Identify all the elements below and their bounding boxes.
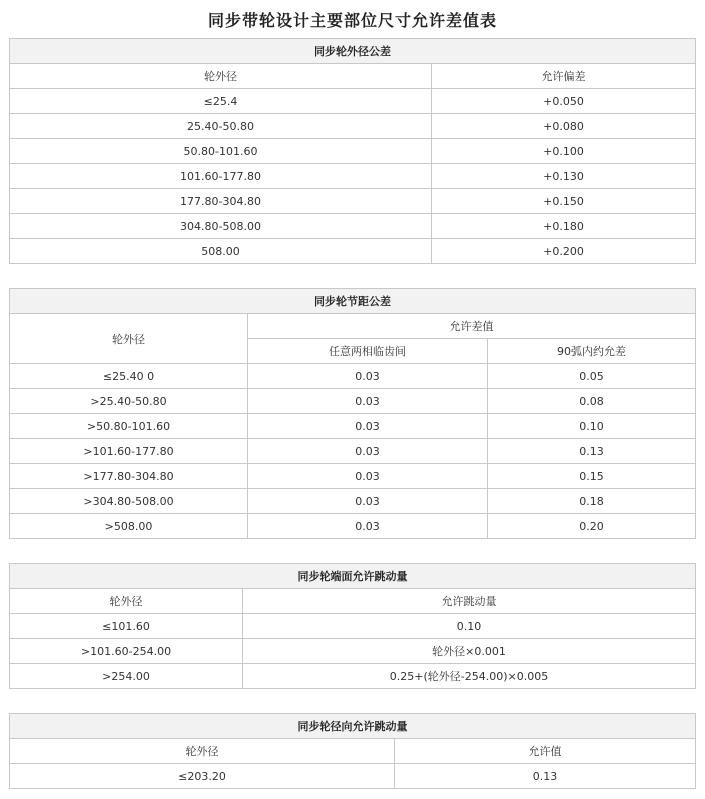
table-cell: 0.03 <box>248 364 488 389</box>
table-row <box>10 639 696 664</box>
column-header: 允许值 <box>395 739 696 764</box>
table-caption-row <box>10 564 696 589</box>
column-header: 任意两相临齿间 <box>248 339 488 364</box>
table-row <box>10 489 696 514</box>
table-cell: >304.80-508.00 <box>10 489 248 514</box>
table-cell: 0.13 <box>395 764 696 789</box>
table-caption: 同步轮节距公差 <box>10 289 696 314</box>
table-cell: ≤203.20 <box>10 764 395 789</box>
table-cell: +0.200 <box>432 239 696 264</box>
table-cell: +0.130 <box>432 164 696 189</box>
table-cell: 0.03 <box>248 414 488 439</box>
table-cell: >50.80-101.60 <box>10 414 248 439</box>
table-cell: ≤25.40 0 <box>10 364 248 389</box>
column-header: 轮外径 <box>10 589 243 614</box>
column-group-header: 允许差值 <box>248 314 696 339</box>
table-cell: +0.080 <box>432 114 696 139</box>
column-header: 轮外径 <box>10 739 395 764</box>
table-row <box>10 164 696 189</box>
table-cell: 50.80-101.60 <box>10 139 432 164</box>
table-caption-row <box>10 39 696 64</box>
table-cell: 0.05 <box>488 364 696 389</box>
table-cell: 0.03 <box>248 489 488 514</box>
table-cell: 0.25+(轮外径-254.00)×0.005 <box>243 664 696 689</box>
table-caption-row <box>10 289 696 314</box>
table-row <box>10 139 696 164</box>
table-cell: +0.050 <box>432 89 696 114</box>
table-caption: 同步轮端面允许跳动量 <box>10 564 696 589</box>
table-cell: 0.03 <box>248 439 488 464</box>
table-row <box>10 189 696 214</box>
table-cell: 0.13 <box>488 439 696 464</box>
table-cell: 0.10 <box>488 414 696 439</box>
table-cell: >508.00 <box>10 514 248 539</box>
table-cell: >177.80-304.80 <box>10 464 248 489</box>
table-cell: 0.08 <box>488 389 696 414</box>
table-row <box>10 664 696 689</box>
table-cell: >101.60-177.80 <box>10 439 248 464</box>
table-cell: 0.10 <box>243 614 696 639</box>
table-row <box>10 464 696 489</box>
table-cell: ≤25.4 <box>10 89 432 114</box>
table-row <box>10 514 696 539</box>
table-row <box>10 614 696 639</box>
table-cell: >101.60-254.00 <box>10 639 243 664</box>
pitch-tolerance-table <box>9 288 696 539</box>
table-cell: +0.100 <box>432 139 696 164</box>
table-header-row <box>10 64 696 89</box>
table-cell: 0.18 <box>488 489 696 514</box>
table-cell: 508.00 <box>10 239 432 264</box>
table-row <box>10 414 696 439</box>
table-cell: 轮外径×0.001 <box>243 639 696 664</box>
table-row <box>10 389 696 414</box>
table-cell: >254.00 <box>10 664 243 689</box>
table-cell: 0.15 <box>488 464 696 489</box>
table-caption: 同步轮外径公差 <box>10 39 696 64</box>
table-cell: +0.150 <box>432 189 696 214</box>
table-cell: +0.180 <box>432 214 696 239</box>
table-row <box>10 764 696 789</box>
face-runout-table <box>9 563 696 689</box>
table-row <box>10 364 696 389</box>
outer-diameter-tolerance-table <box>9 38 696 264</box>
table-row <box>10 214 696 239</box>
table-cell: 25.40-50.80 <box>10 114 432 139</box>
table-cell: >25.40-50.80 <box>10 389 248 414</box>
page-title: 同步带轮设计主要部位尺寸允许差值表 <box>207 11 497 30</box>
column-header: 允许跳动量 <box>243 589 696 614</box>
table-row <box>10 114 696 139</box>
column-header: 允许偏差 <box>432 64 696 89</box>
column-header: 轮外径 <box>10 314 248 364</box>
table-cell: 0.03 <box>248 389 488 414</box>
table-cell: ≤101.60 <box>10 614 243 639</box>
table-header-row <box>10 589 696 614</box>
table-cell: 0.03 <box>248 514 488 539</box>
table-cell: 177.80-304.80 <box>10 189 432 214</box>
table-row <box>10 439 696 464</box>
table-header-row <box>10 739 696 764</box>
table-cell: 101.60-177.80 <box>10 164 432 189</box>
table-cell: 0.03 <box>248 464 488 489</box>
table-caption: 同步轮径向允许跳动量 <box>10 714 696 739</box>
table-cell: 0.20 <box>488 514 696 539</box>
column-header: 轮外径 <box>10 64 432 89</box>
table-row <box>10 89 696 114</box>
table-cell: 304.80-508.00 <box>10 214 432 239</box>
radial-runout-table <box>9 713 696 789</box>
column-header: 90弧内约允差 <box>488 339 696 364</box>
table-header-row <box>10 314 696 339</box>
table-caption-row <box>10 714 696 739</box>
table-row <box>10 239 696 264</box>
